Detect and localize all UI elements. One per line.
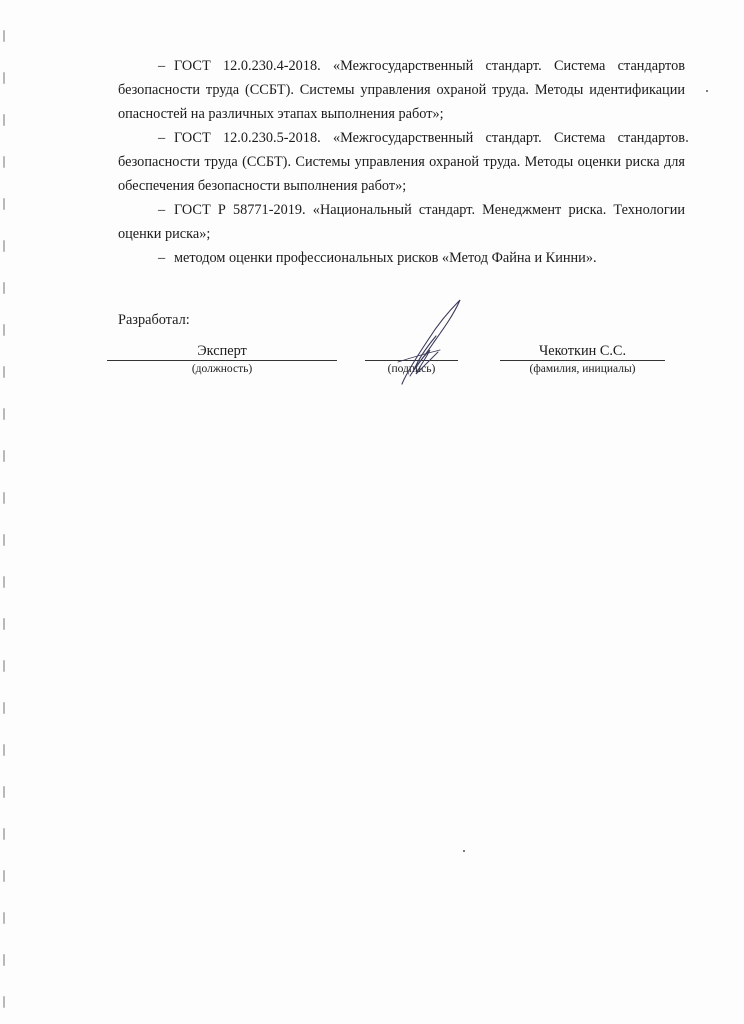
position-field xyxy=(107,343,337,376)
scan-speck xyxy=(706,90,708,92)
bullet-dash: – xyxy=(158,130,166,146)
bullet-dash: – xyxy=(158,58,166,74)
name-caption: (фамилия, инициалы) xyxy=(529,363,636,375)
list-item xyxy=(118,198,685,246)
bullet-dash: – xyxy=(158,202,166,218)
list-item xyxy=(118,246,685,270)
list-item xyxy=(118,54,685,126)
list-item xyxy=(118,126,685,198)
handwritten-signature xyxy=(380,296,470,388)
developed-by-label: Разработал: xyxy=(118,312,190,328)
standards-list xyxy=(118,54,685,270)
bullet-dash: – xyxy=(158,250,166,266)
name-value: Чекоткин С.С. xyxy=(500,343,665,361)
list-item-text: ГОСТ Р 58771-2019. «Национальный стандарт. Менеджмент риска. Технологии оценки риска»; xyxy=(118,202,685,242)
list-item-text: ГОСТ 12.0.230.5-2018. «Межгосударственный стандарт. Система стандартов безопасности труда (ССБТ). Системы управления охраной труда. Методы оценки риска для обеспечения безопасности выполнения работ»; xyxy=(118,130,685,194)
name-field xyxy=(500,343,665,376)
scan-speck xyxy=(686,140,688,142)
scan-speck xyxy=(463,850,465,852)
list-item-text: методом оценки профессиональных рисков «Метод Файна и Кинни». xyxy=(174,250,597,266)
signature-caption: (подпись) xyxy=(387,363,436,375)
position-caption: (должность) xyxy=(191,363,253,375)
list-item-text: ГОСТ 12.0.230.4-2018. «Межгосударственный стандарт. Система стандартов безопасности труда (ССБТ). Системы управления охраной труда. Методы идентификации опасностей на различных этапах выполнения работ»; xyxy=(118,58,685,122)
position-value: Эксперт xyxy=(107,343,337,361)
scan-edge-marks xyxy=(0,0,14,1024)
